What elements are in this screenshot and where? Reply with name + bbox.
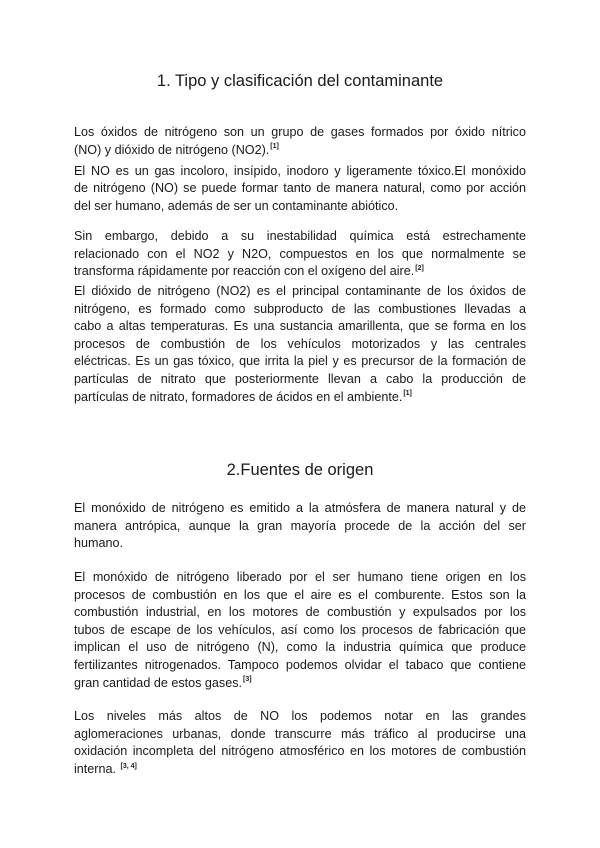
text-line: El monóxido de nitrógeno es emitido a la atmósfera de manera natural y de	[74, 501, 526, 515]
section-2-heading: 2.Fuentes de origen	[226, 461, 374, 479]
text-line: de nitrógeno (NO) se puede formar tanto de manera natural, como por acción	[74, 181, 526, 196]
citation-ref: [3]	[243, 676, 252, 684]
citation-ref: [2]	[415, 265, 424, 272]
text-line: del ser humano, además de ser un contaminante abiótico.	[74, 198, 399, 213]
text-line: combustión industrial, en los motores de combustión y expulsados por los	[74, 605, 526, 620]
text-line: El monóxido de nitrógeno liberado por el ser humano tiene origen en los	[74, 570, 526, 584]
text-line-content: interna.	[74, 761, 117, 776]
text-line-content: (NO) y dióxido de nitrógeno (NO2).	[74, 142, 270, 157]
text-line-content: gran cantidad de estos gases.	[74, 675, 243, 690]
text-line: El dióxido de nitrógeno (NO2) es el principal contaminante de los óxidos de	[74, 284, 526, 298]
text-line: eléctricas. Es un gas tóxico, que irrita la piel y es precursor de la formación de	[74, 354, 526, 369]
text-line: nitrógeno, es formado como subproducto de las combustiones llevadas a	[74, 301, 526, 316]
text-line: cabo a altas temperaturas. Es una sustancia amarillenta, que se forma en los	[74, 319, 526, 334]
section-1-paragraph-4	[74, 283, 526, 406]
section-1-paragraph-2	[74, 142, 526, 215]
text-line: El NO es un gas incoloro, insípido, inodoro y ligeramente tóxico.El monóxido	[74, 163, 526, 178]
text-line: Los niveles más altos de NO los podemos notar en las grandes	[74, 709, 526, 723]
section-2-paragraph-1	[74, 500, 526, 553]
text-line: Los óxidos de nitrógeno son un grupo de gases formados por óxido nítrico	[74, 125, 526, 139]
text-line: aglomeraciones urbanas, donde transcurre más tráfico al producirse una	[74, 726, 526, 741]
section-2-paragraph-2	[74, 569, 526, 692]
text-line: procesos de combustión en los que el aire es el comburente. Estos son la	[74, 587, 526, 602]
text-line: manera antrópica, aunque la gran mayoría procede de la acción del ser	[74, 518, 526, 533]
text-line	[74, 389, 526, 407]
text-line	[74, 263, 526, 281]
text-line: fertilizantes nitrogenados. Tampoco podemos olvidar el tabaco que contiene	[74, 657, 526, 672]
text-line: procesos de combustión de los vehículos motorizados y las centrales	[74, 336, 526, 351]
section-2-paragraph-3	[74, 708, 526, 778]
text-line	[74, 761, 526, 779]
text-line: implican el uso de nitrógeno (N), como la industria química que produce	[74, 640, 526, 655]
text-line: tubos de escape de los vehículos, así como los procesos de fabricación que	[74, 622, 526, 637]
text-line: Sin embargo, debido a su inestabilidad química está estrechamente	[74, 229, 526, 243]
text-line: relacionado con el NO2 y N2O, compuestos en los que normalmente se	[74, 246, 526, 261]
text-line	[74, 675, 526, 693]
text-line-content: transforma rápidamente por reacción con el oxígeno del aire.	[74, 264, 415, 279]
citation-ref: [1]	[270, 143, 279, 151]
citation-ref: [3, 4]	[120, 762, 137, 770]
text-line-content: partículas de nitrato, formadores de ácidos en el ambiente.	[74, 389, 403, 404]
text-line: oxidación incompleta del nitrógeno atmosférico en los motores de combustión	[74, 744, 526, 759]
section-1-paragraph-3	[74, 228, 526, 281]
citation-ref: [1]	[403, 390, 412, 398]
text-line: humano.	[74, 536, 124, 551]
text-line: partículas de nitrato que posteriormente llevan a cabo la producción de	[74, 371, 526, 386]
section-1-heading: 1. Tipo y clasificación del contaminante	[156, 72, 444, 90]
